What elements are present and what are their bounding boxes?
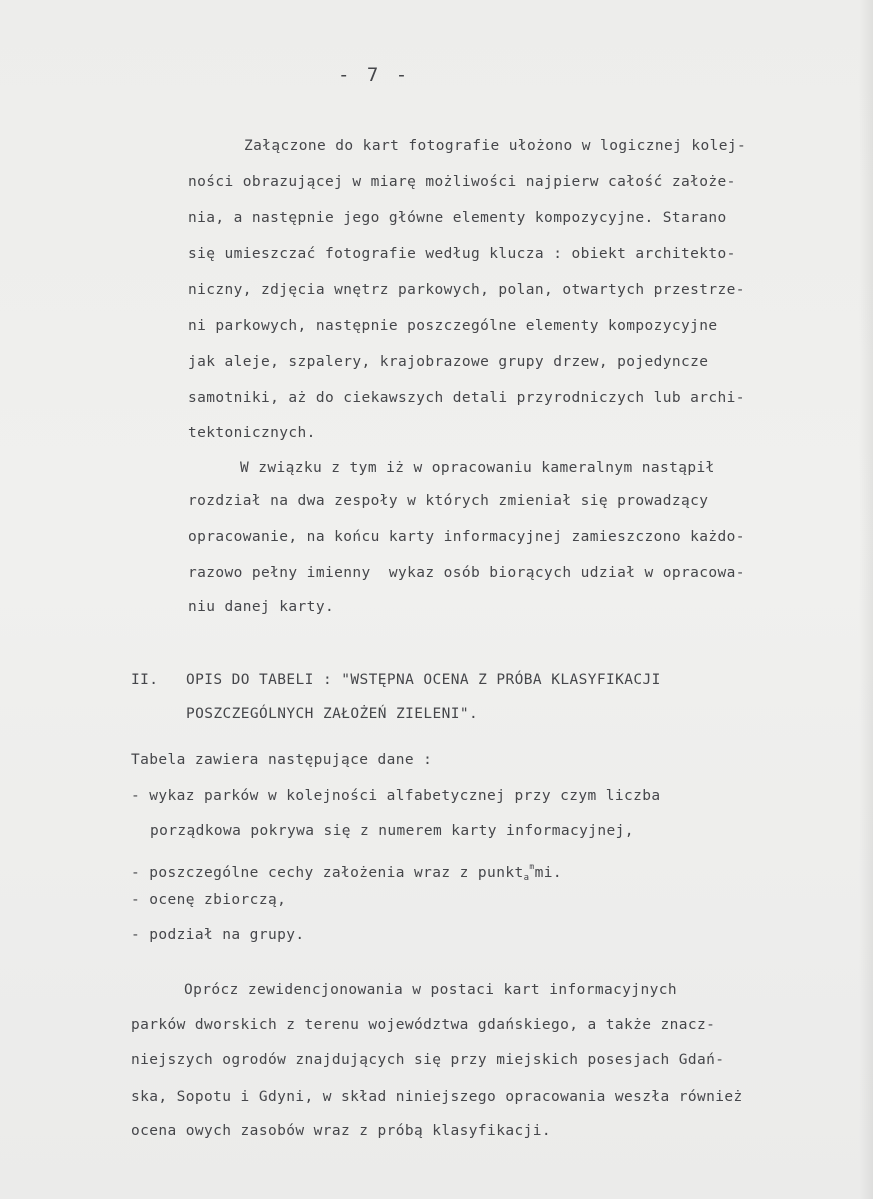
list-item: - wykaz parków w kolejności alfabetycznej przy czym liczba [131, 788, 661, 804]
list-item: - ocenę zbiorczą, [131, 892, 287, 908]
list-item-text: - poszczególne cechy założenia wraz z punkt [131, 865, 524, 881]
paragraph-2-line: opracowanie, na końcu karty informacyjnej zamieszczono każdo- [188, 529, 745, 545]
list-item: - podział na grupy. [131, 927, 305, 943]
list-item-text: mi. [534, 865, 563, 881]
paragraph-1-line: nia, a następnie jego główne elementy kompozycyjne. Starano [188, 210, 727, 226]
list-item-superscript: m [529, 862, 535, 871]
paragraph-3-line: ocena owych zasobów wraz z próbą klasyfikacji. [131, 1123, 551, 1139]
paragraph-3-line: niejszych ogrodów znajdujących się przy miejskich posesjach Gdań- [131, 1052, 725, 1068]
page-number: - 7 - [338, 64, 411, 86]
paragraph-2-line: rozdział na dwa zespoły w których zmieniał się prowadzący [188, 493, 709, 509]
paragraph-1-line: ni parkowych, następnie poszczególne elementy kompozycyjne [188, 318, 718, 334]
paragraph-1-line: samotniki, aż do ciekawszych detali przyrodniczych lub archi- [188, 390, 745, 406]
section-title-line: OPIS DO TABELI : "WSTĘPNA OCENA Z PRÓBA KLASYFIKACJI [186, 672, 661, 688]
paragraph-1-line: tektonicznych. [188, 425, 316, 441]
paragraph-3-line: parków dworskich z terenu województwa gdańskiego, a także znacz- [131, 1017, 716, 1033]
list-item-continuation: porządkowa pokrywa się z numerem karty informacyjnej, [150, 823, 634, 839]
paragraph-2-line: razowo pełny imienny wykaz osób biorących udział w opracowa- [188, 565, 745, 581]
paragraph-3-line: ska, Sopotu i Gdyni, w skład niniejszego opracowania weszła również [131, 1089, 743, 1105]
list-item-subscript: a [523, 873, 530, 883]
paragraph-1-line: niczny, zdjęcia wnętrz parkowych, polan, otwartych przestrze- [188, 282, 745, 298]
section-number: II. [131, 672, 159, 688]
list-item [131, 858, 562, 887]
table-intro: Tabela zawiera następujące dane : [131, 752, 433, 768]
paragraph-2-line: niu danej karty. [188, 599, 335, 615]
paragraph-2-line: W związku z tym iż w opracowaniu kameralnym nastąpił [240, 460, 715, 476]
section-title-line: POSZCZEGÓLNYCH ZAŁOŻEŃ ZIELENI". [186, 706, 479, 722]
paragraph-1-line: ności obrazującej w miarę możliwości najpierw całość założe- [188, 174, 736, 190]
page-edge-shadow [859, 0, 873, 1199]
paragraph-1-line: się umieszczać fotografie według klucza : obiekt architekto- [188, 246, 736, 262]
paragraph-1-line: jak aleje, szpalery, krajobrazowe grupy drzew, pojedyncze [188, 354, 709, 370]
paragraph-1-line: Załączone do kart fotografie ułożono w logicznej kolej- [244, 138, 747, 154]
paragraph-3-line: Oprócz zewidencjonowania w postaci kart informacyjnych [184, 982, 678, 998]
